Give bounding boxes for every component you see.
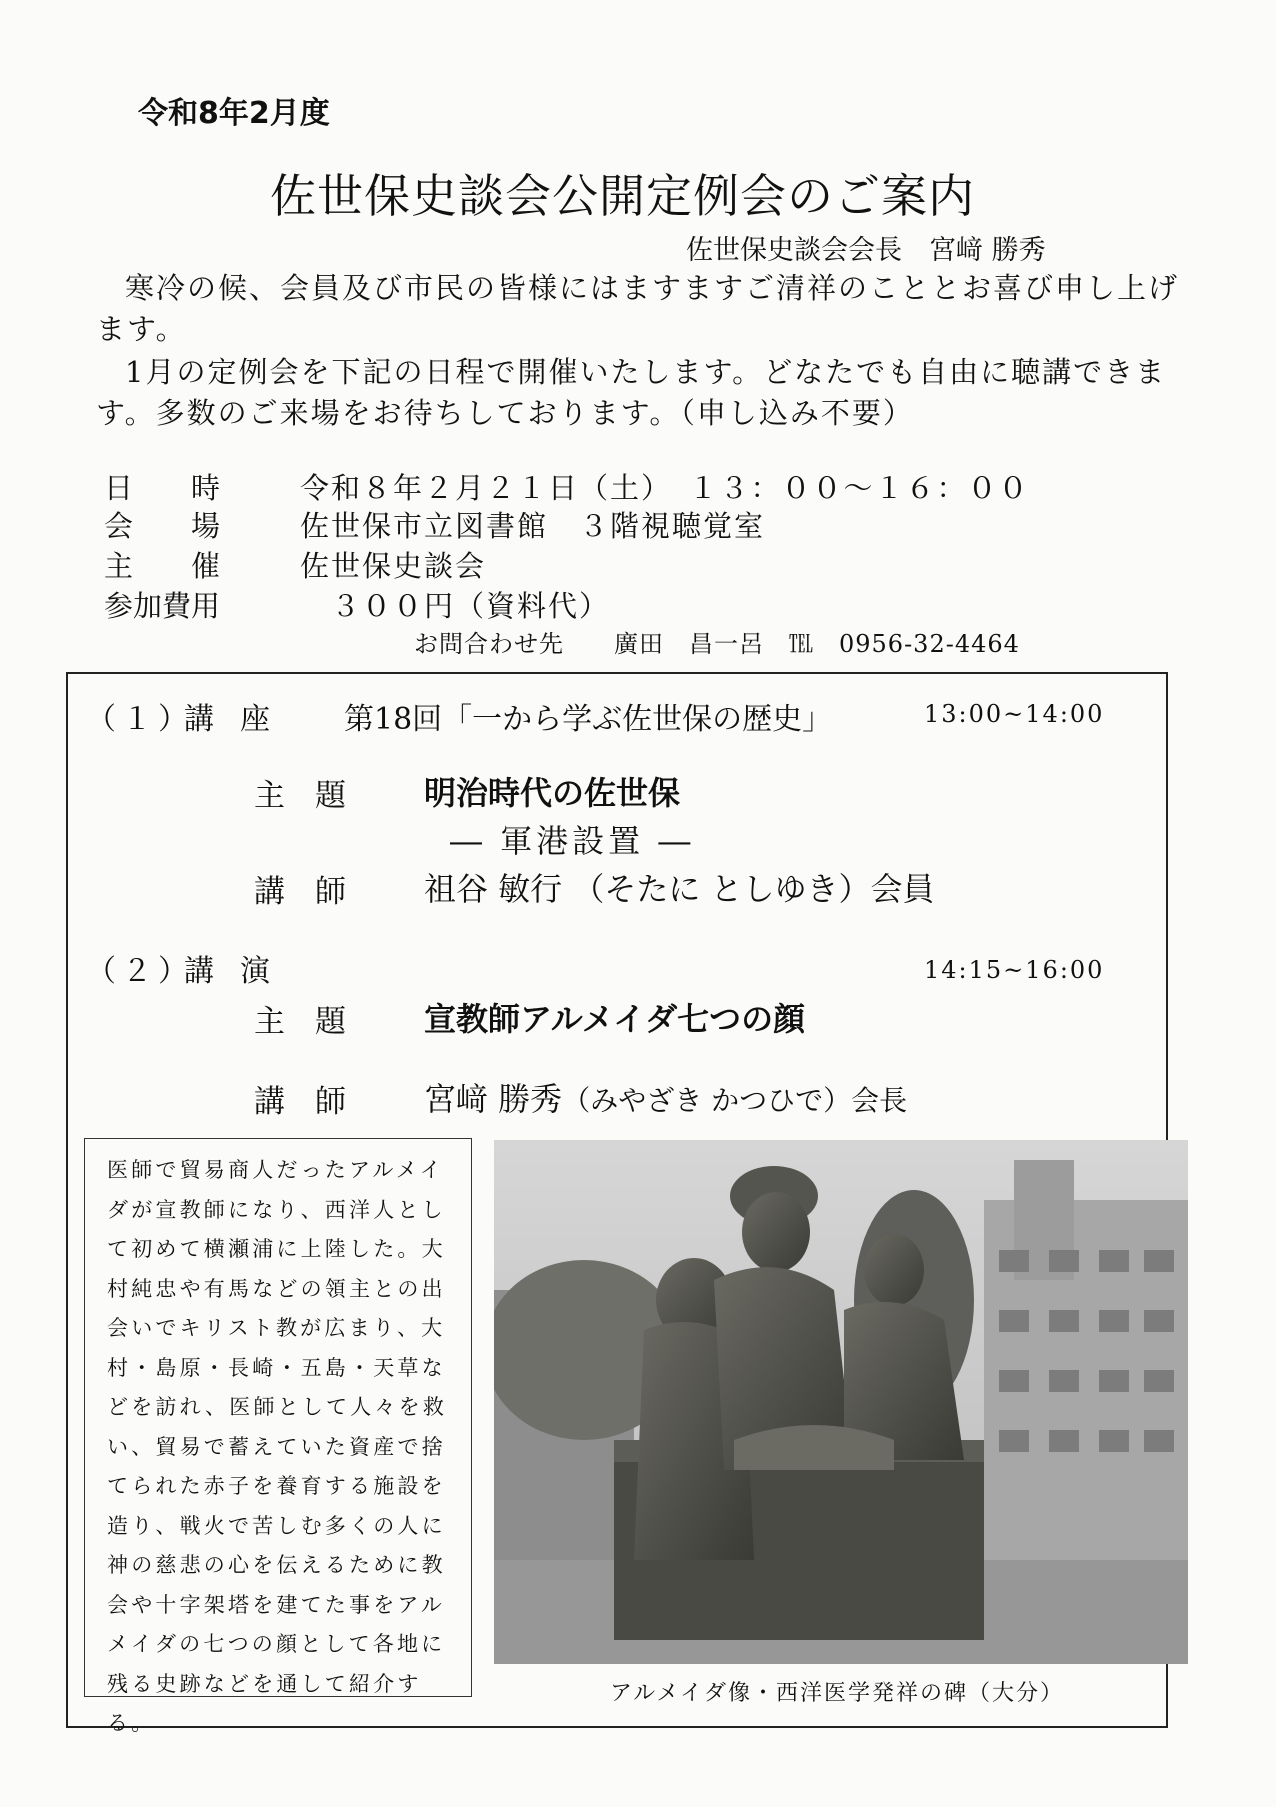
detail-key-datetime: 日 時 bbox=[104, 471, 221, 505]
session1-lecturer-key: 講師 bbox=[254, 874, 376, 910]
session2-lecturer-name: 宮﨑 勝秀 bbox=[424, 1080, 563, 1118]
photo-caption: アルメイダ像・西洋医学発祥の碑（大分） bbox=[610, 1681, 1065, 1706]
session2-lecturer-key: 講師 bbox=[254, 1084, 376, 1120]
intro-text bbox=[96, 268, 1186, 434]
detail-value-fee: ３００円（資料代） bbox=[300, 589, 611, 623]
detail-value-organizer: 佐世保史談会 bbox=[300, 549, 487, 583]
session1-label: 講座 bbox=[184, 702, 296, 737]
description-box bbox=[84, 1138, 472, 1735]
intro-paragraph-2: 1月の定例会を下記の日程で開催いたします。どなたでも自由に聴講できます。多数のご来場をお待ちしております。（申し込み不要） bbox=[96, 355, 1167, 430]
sender-line: 佐世保史談会会長 宮﨑 勝秀 bbox=[686, 235, 1046, 266]
session2-lecturer-reading: （みやざき かつひで）会長 bbox=[562, 1084, 908, 1117]
session2-label: 講演 bbox=[184, 954, 296, 989]
session2-lecturer bbox=[424, 1074, 907, 1120]
period-heading: 令和8年2月度 bbox=[138, 96, 330, 131]
session2-theme: 宣教師アルメイダ七つの顔 bbox=[424, 1000, 806, 1038]
intro-paragraph-1: 寒冷の候、会員及び市民の皆様にはますますご清祥のこととお喜び申し上げます。 bbox=[96, 271, 1180, 346]
description-text: 医師で貿易商人だったアルメイダが宣教師になり、西洋人として初めて横瀬浦に上陸した。大村純忠や有馬などの領主との出会いでキリスト教が広まり、大村・島原・長崎・五島・天草などを訪れ、医師として人々を救い、貿易で蓄えていた資産で捨てられた赤子を養育する施設を造り、戦火で苦しむ多くの人に神の慈悲の心を伝えるために教会や十字架塔を建てた事をアルメイダの七つの顔として各地に残る史跡などを通して紹介する。 bbox=[107, 1158, 448, 1735]
session2-theme-key: 主題 bbox=[254, 1004, 376, 1040]
session1-series: 第18回「一から学ぶ佐世保の歴史」 bbox=[344, 702, 833, 737]
session1-time: 13:00~14:00 bbox=[924, 700, 1105, 728]
statue-photo bbox=[494, 1140, 1188, 1664]
contact-line: お問合わせ先 廣田 昌一呂 ℡ 0956-32-4464 bbox=[414, 630, 1020, 658]
page-title: 佐世保史談会公開定例会のご案内 bbox=[270, 169, 975, 223]
session2-number: （２） bbox=[86, 954, 194, 989]
session1-number: （１） bbox=[86, 702, 194, 737]
detail-key-organizer: 主 催 bbox=[104, 549, 221, 583]
detail-value-datetime: 令和８年２月２１日（土） １３：００～１６：００ bbox=[300, 471, 1030, 505]
session1-lecturer: 祖谷 敏行 （そたに としゆき）会員 bbox=[424, 870, 935, 908]
detail-key-fee: 参加費用 bbox=[104, 589, 221, 623]
session1-theme-key: 主題 bbox=[254, 778, 376, 814]
session1-subtheme: ― 軍港設置 ― bbox=[450, 822, 695, 860]
session1-theme: 明治時代の佐世保 bbox=[424, 774, 681, 812]
statue-photo-graphic bbox=[494, 1140, 1188, 1664]
detail-key-venue: 会 場 bbox=[104, 509, 221, 543]
session2-time: 14:15~16:00 bbox=[924, 956, 1105, 984]
detail-value-venue: 佐世保市立図書館 ３階視聴覚室 bbox=[300, 509, 766, 543]
